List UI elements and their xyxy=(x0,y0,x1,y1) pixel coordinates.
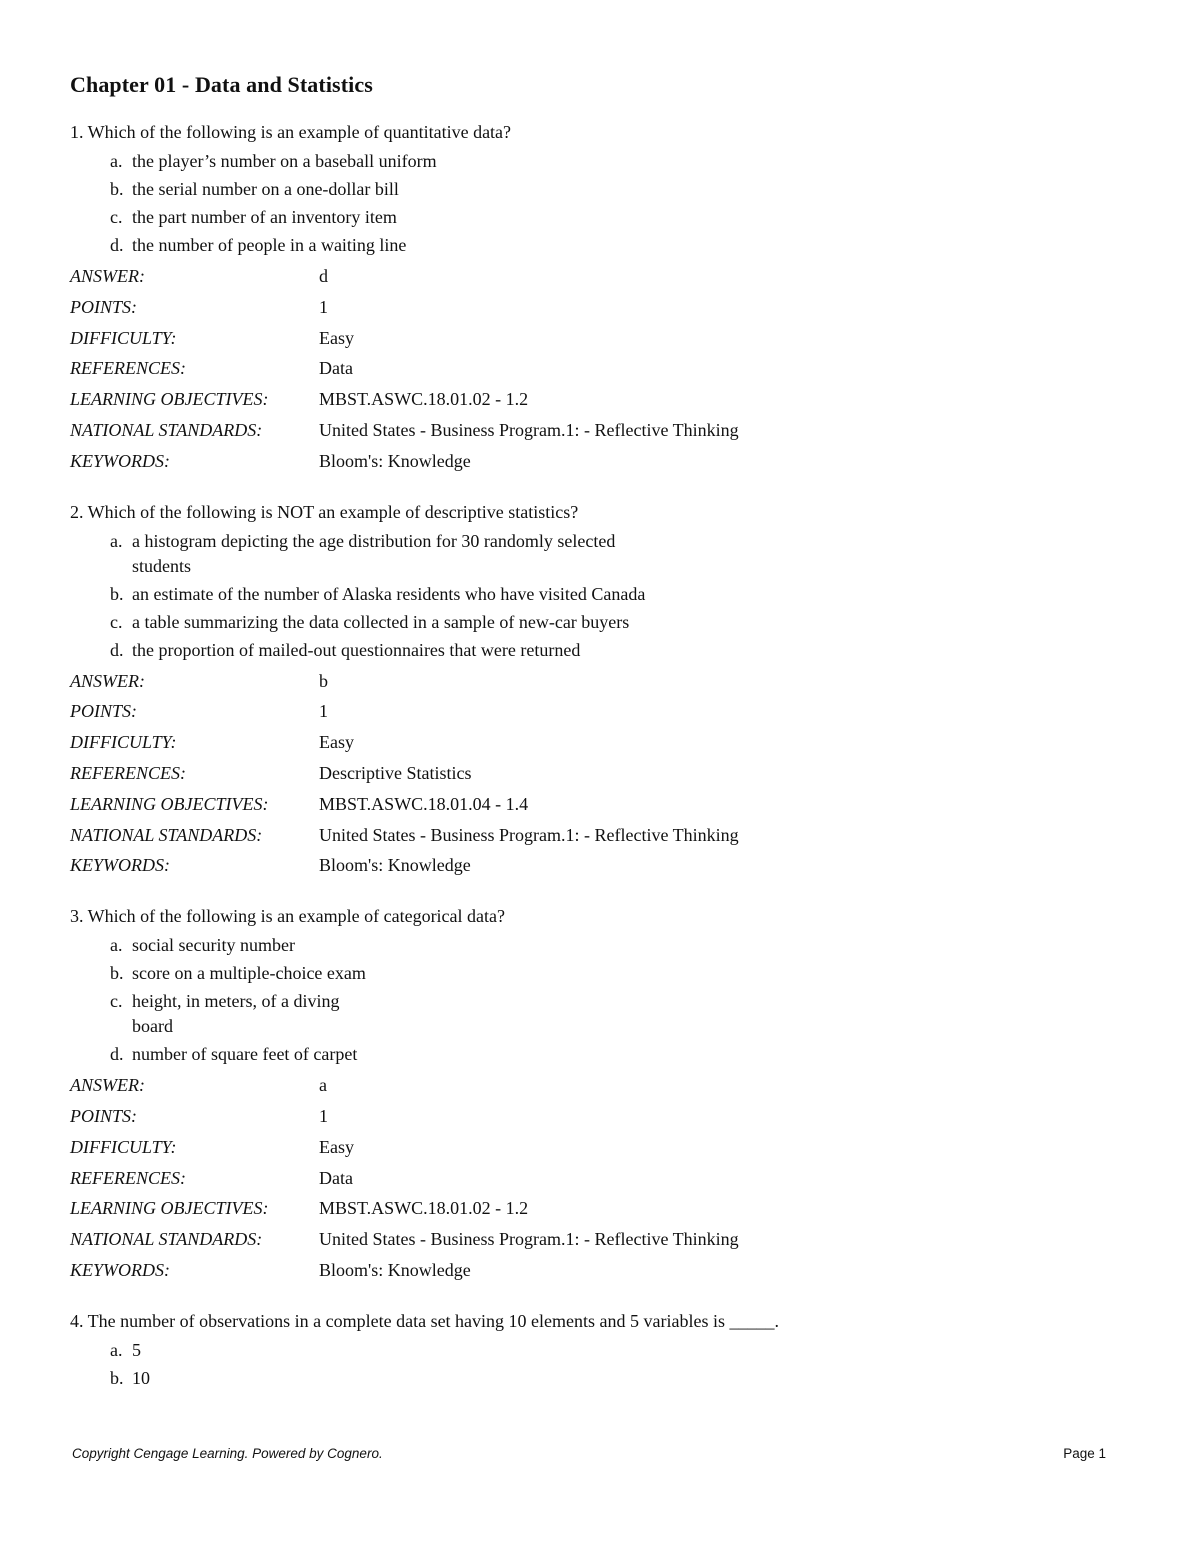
option-letter: b. xyxy=(110,179,124,199)
metadata-value: MBST.ASWC.18.01.02 - 1.2 xyxy=(319,1198,529,1219)
answer-option xyxy=(110,1366,1130,1391)
metadata-row xyxy=(70,446,1130,477)
option-letter: c. xyxy=(110,991,123,1012)
metadata-row xyxy=(70,758,1130,789)
answer-options xyxy=(110,149,1130,258)
metadata-row xyxy=(70,820,1130,851)
question-metadata xyxy=(70,666,1130,882)
metadata-label: DIFFICULTY: xyxy=(70,327,177,348)
question-1 xyxy=(70,117,1130,477)
option-letter: b. xyxy=(110,583,124,604)
metadata-label: DIFFICULTY: xyxy=(70,1136,177,1157)
page-footer xyxy=(72,1446,1106,1461)
option-text xyxy=(132,205,1130,230)
question-stem: 3. Which of the following is an example of categorical data? xyxy=(70,906,506,927)
question-metadata xyxy=(70,1070,1130,1286)
metadata-value: 1 xyxy=(319,1105,328,1126)
metadata-label: POINTS: xyxy=(70,1105,137,1126)
option-text xyxy=(132,610,1130,635)
metadata-value: MBST.ASWC.18.01.02 - 1.2 xyxy=(319,389,529,410)
option-text-line: height, in meters, of a diving xyxy=(132,991,340,1012)
question-4 xyxy=(70,1306,1130,1391)
option-text xyxy=(132,149,1130,174)
option-letter: d. xyxy=(110,639,124,660)
answer-option xyxy=(110,989,1130,1039)
metadata-value: United States - Business Program.1: - Reflective Thinking xyxy=(319,1229,739,1250)
answer-option xyxy=(110,149,1130,174)
option-letter: d. xyxy=(110,235,124,255)
metadata-row xyxy=(70,1224,1130,1255)
metadata-label: NATIONAL STANDARDS: xyxy=(70,1229,263,1250)
answer-option xyxy=(110,177,1130,202)
metadata-value: United States - Business Program.1: - Reflective Thinking xyxy=(319,824,739,845)
metadata-value: Bloom's: Knowledge xyxy=(319,855,471,876)
option-text-line: score on a multiple-choice exam xyxy=(132,963,366,984)
option-letter: a. xyxy=(110,935,123,956)
answer-option xyxy=(110,933,1130,958)
metadata-row xyxy=(70,353,1130,384)
metadata-value: d xyxy=(319,266,328,286)
question-2 xyxy=(70,497,1130,882)
option-letter: c. xyxy=(110,207,123,227)
metadata-label: KEYWORDS: xyxy=(70,450,170,471)
metadata-label: POINTS: xyxy=(70,296,137,317)
metadata-row xyxy=(70,789,1130,820)
answer-option xyxy=(110,582,1130,607)
option-letter: c. xyxy=(110,611,123,632)
answer-option xyxy=(110,961,1130,986)
question-list xyxy=(70,117,1130,1411)
option-letter: a. xyxy=(110,151,123,171)
chapter-title: Chapter 01 - Data and Statistics xyxy=(70,72,373,97)
page-number: Page 1 xyxy=(1063,1446,1106,1461)
metadata-label: NATIONAL STANDARDS: xyxy=(70,419,263,440)
metadata-value: Bloom's: Knowledge xyxy=(319,450,471,471)
metadata-label: LEARNING OBJECTIVES: xyxy=(70,793,269,814)
metadata-row xyxy=(70,1255,1130,1286)
option-text xyxy=(132,529,1130,579)
metadata-value: Data xyxy=(319,1167,353,1188)
option-text xyxy=(132,1338,1130,1363)
metadata-row xyxy=(70,727,1130,758)
question-stem: 4. The number of observations in a complete data set having 10 elements and 5 variables is _____. xyxy=(70,1310,779,1331)
metadata-label: LEARNING OBJECTIVES: xyxy=(70,1198,269,1219)
option-letter: b. xyxy=(110,1367,124,1388)
metadata-row xyxy=(70,323,1130,354)
option-letter: d. xyxy=(110,1044,124,1065)
option-text xyxy=(132,989,1130,1039)
option-text xyxy=(132,582,1130,607)
metadata-value: Descriptive Statistics xyxy=(319,762,472,783)
metadata-value: 1 xyxy=(319,701,328,722)
question-3 xyxy=(70,901,1130,1286)
metadata-label: KEYWORDS: xyxy=(70,1259,170,1280)
option-text-line: a histogram depicting the age distribution for 30 randomly selected xyxy=(132,530,616,551)
metadata-row xyxy=(70,292,1130,323)
option-text xyxy=(132,233,1130,258)
option-text xyxy=(132,961,1130,986)
metadata-row xyxy=(70,261,1130,292)
metadata-row xyxy=(70,1101,1130,1132)
question-metadata xyxy=(70,261,1130,477)
metadata-value: Easy xyxy=(319,327,354,348)
metadata-value: Bloom's: Knowledge xyxy=(319,1259,471,1280)
metadata-row xyxy=(70,850,1130,881)
metadata-row xyxy=(70,415,1130,446)
option-text-line: the part number of an inventory item xyxy=(132,207,397,227)
option-text-line: 5 xyxy=(132,1339,141,1360)
option-text-line: number of square feet of carpet xyxy=(132,1044,358,1065)
answer-options xyxy=(110,933,1130,1067)
metadata-row xyxy=(70,1132,1130,1163)
metadata-value: Easy xyxy=(319,1136,354,1157)
metadata-row xyxy=(70,1070,1130,1101)
option-text xyxy=(132,1042,1130,1067)
metadata-label: REFERENCES: xyxy=(70,762,186,783)
metadata-value: a xyxy=(319,1075,327,1096)
answer-option xyxy=(110,529,1130,579)
metadata-row xyxy=(70,384,1130,415)
answer-options xyxy=(110,1338,1130,1391)
metadata-label: DIFFICULTY: xyxy=(70,732,177,753)
option-letter: b. xyxy=(110,963,124,984)
metadata-label: POINTS: xyxy=(70,701,137,722)
metadata-label: ANSWER: xyxy=(70,1075,145,1096)
option-text-line: social security number xyxy=(132,935,295,956)
metadata-label: LEARNING OBJECTIVES: xyxy=(70,389,269,410)
copyright-text: Copyright Cengage Learning. Powered by Cognero. xyxy=(72,1446,383,1461)
metadata-value: Data xyxy=(319,358,353,379)
answer-option xyxy=(110,638,1130,663)
option-text-line: a table summarizing the data collected in a sample of new-car buyers xyxy=(132,611,630,632)
option-text-line: students xyxy=(132,555,192,576)
metadata-value: Easy xyxy=(319,732,354,753)
metadata-value: MBST.ASWC.18.01.04 - 1.4 xyxy=(319,793,529,814)
metadata-label: ANSWER: xyxy=(70,266,145,286)
question-stem: 2. Which of the following is NOT an example of descriptive statistics? xyxy=(70,501,579,522)
metadata-value: United States - Business Program.1: - Reflective Thinking xyxy=(319,419,739,440)
option-letter: a. xyxy=(110,530,123,551)
option-text xyxy=(132,177,1130,202)
option-text-line: the serial number on a one-dollar bill xyxy=(132,179,399,199)
option-letter: a. xyxy=(110,1339,123,1360)
option-text-line: 10 xyxy=(132,1367,150,1388)
option-text-line: board xyxy=(132,1016,173,1037)
metadata-value: b xyxy=(319,670,328,691)
option-text-line: an estimate of the number of Alaska residents who have visited Canada xyxy=(132,583,646,604)
metadata-row xyxy=(70,666,1130,697)
option-text xyxy=(132,1366,1130,1391)
metadata-row xyxy=(70,1193,1130,1224)
option-text-line: the player’s number on a baseball uniform xyxy=(132,151,437,171)
metadata-value: 1 xyxy=(319,296,328,317)
option-text-line: the proportion of mailed-out questionnaires that were returned xyxy=(132,639,581,660)
metadata-label: REFERENCES: xyxy=(70,1167,186,1188)
answer-option xyxy=(110,610,1130,635)
answer-option xyxy=(110,1042,1130,1067)
answer-option xyxy=(110,1338,1130,1363)
answer-option xyxy=(110,233,1130,258)
question-stem: 1. Which of the following is an example of quantitative data? xyxy=(70,122,512,142)
metadata-row xyxy=(70,696,1130,727)
metadata-label: REFERENCES: xyxy=(70,358,186,379)
option-text xyxy=(132,933,1130,958)
metadata-row xyxy=(70,1163,1130,1194)
metadata-label: NATIONAL STANDARDS: xyxy=(70,824,263,845)
metadata-label: ANSWER: xyxy=(70,670,145,691)
metadata-label: KEYWORDS: xyxy=(70,855,170,876)
answer-options xyxy=(110,529,1130,663)
option-text xyxy=(132,638,1130,663)
option-text-line: the number of people in a waiting line xyxy=(132,235,407,255)
answer-option xyxy=(110,205,1130,230)
